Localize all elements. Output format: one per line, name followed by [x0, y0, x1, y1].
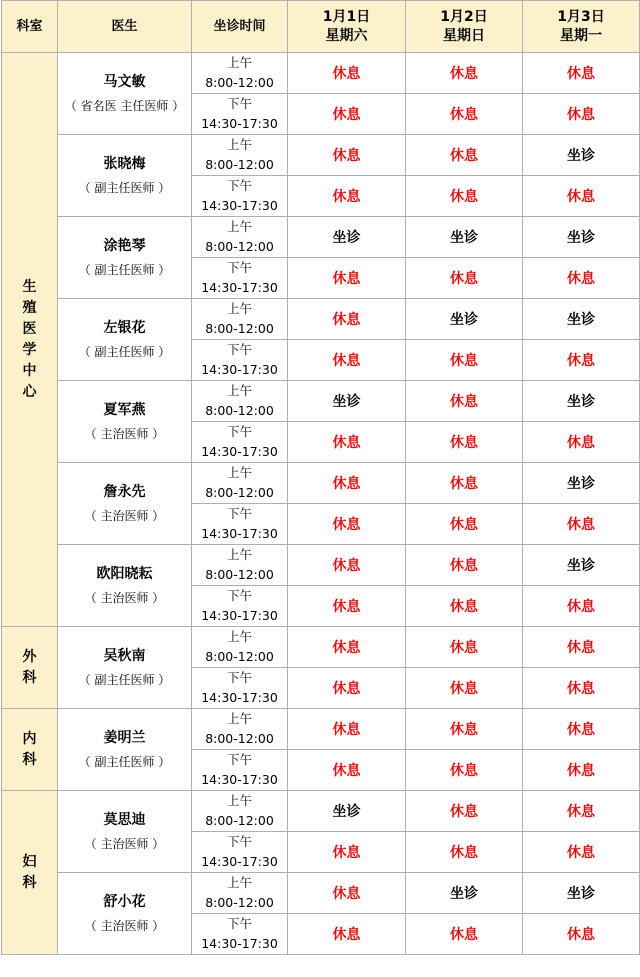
doctor-cell	[58, 627, 192, 709]
status-rest: 休息	[406, 135, 523, 176]
schedule-row	[2, 873, 640, 914]
department-name: 外科	[22, 648, 37, 686]
afternoon-slot	[192, 914, 288, 955]
afternoon-slot	[192, 258, 288, 299]
slot-label: 上午	[226, 219, 252, 234]
status-rest: 休息	[406, 668, 523, 709]
doctor-cell	[58, 545, 192, 627]
slot-label: 上午	[226, 875, 252, 890]
slot-time: 14:30-17:30	[201, 116, 278, 131]
slot-time: 8:00-12:00	[205, 813, 274, 828]
slot-time: 14:30-17:30	[201, 690, 278, 705]
afternoon-slot	[192, 504, 288, 545]
status-rest: 休息	[523, 750, 640, 791]
doctor-title: （ 主治医师 ）	[84, 836, 165, 851]
status-rest: 休息	[523, 668, 640, 709]
morning-slot	[192, 709, 288, 750]
doctor-title: （ 副主任医师 ）	[78, 344, 171, 359]
status-rest: 休息	[288, 504, 406, 545]
doctor-title: （ 副主任医师 ）	[78, 262, 171, 277]
morning-slot	[192, 135, 288, 176]
status-rest: 休息	[406, 914, 523, 955]
status-rest: 休息	[523, 627, 640, 668]
doctor-name: 姜明兰	[103, 729, 146, 746]
status-rest: 休息	[406, 750, 523, 791]
status-on-duty: 坐诊	[523, 381, 640, 422]
slot-label: 上午	[226, 793, 252, 808]
status-rest: 休息	[288, 299, 406, 340]
afternoon-slot	[192, 750, 288, 791]
status-rest: 休息	[406, 627, 523, 668]
slot-label: 下午	[226, 96, 252, 111]
doctor-title: （ 省名医 主任医师 ）	[64, 98, 185, 113]
slot-label: 下午	[226, 588, 252, 603]
schedule-row	[2, 463, 640, 504]
date-label: 1月2日	[440, 8, 488, 25]
morning-slot	[192, 53, 288, 94]
status-rest: 休息	[406, 545, 523, 586]
schedule-row	[2, 381, 640, 422]
slot-time: 8:00-12:00	[205, 157, 274, 172]
status-rest: 休息	[523, 176, 640, 217]
status-rest: 休息	[523, 914, 640, 955]
status-on-duty: 坐诊	[523, 217, 640, 258]
slot-label: 下午	[226, 178, 252, 193]
afternoon-slot	[192, 176, 288, 217]
status-on-duty: 坐诊	[523, 873, 640, 914]
slot-label: 下午	[226, 670, 252, 685]
schedule-table	[1, 0, 640, 955]
schedule-row	[2, 299, 640, 340]
status-rest: 休息	[523, 422, 640, 463]
slot-time: 14:30-17:30	[201, 772, 278, 787]
doctor-cell	[58, 791, 192, 873]
doctor-title: （ 主治医师 ）	[84, 508, 165, 523]
status-rest: 休息	[288, 873, 406, 914]
slot-label: 下午	[226, 916, 252, 931]
status-rest: 休息	[523, 258, 640, 299]
morning-slot	[192, 873, 288, 914]
status-rest: 休息	[523, 504, 640, 545]
doctor-name: 詹永先	[103, 483, 146, 500]
weekday-label: 星期日	[443, 27, 485, 44]
doctor-title: （ 主治医师 ）	[84, 590, 165, 605]
status-rest: 休息	[288, 709, 406, 750]
schedule-row	[2, 791, 640, 832]
department-cell	[2, 53, 58, 627]
schedule-row	[2, 627, 640, 668]
slot-time: 14:30-17:30	[201, 198, 278, 213]
morning-slot	[192, 791, 288, 832]
morning-slot	[192, 545, 288, 586]
department-name: 生殖医学中心	[22, 278, 37, 400]
doctor-title: （ 副主任医师 ）	[78, 754, 171, 769]
status-rest: 休息	[406, 176, 523, 217]
afternoon-slot	[192, 586, 288, 627]
slot-time: 14:30-17:30	[201, 280, 278, 295]
status-rest: 休息	[288, 545, 406, 586]
header-date-1	[288, 1, 406, 53]
slot-label: 上午	[226, 301, 252, 316]
status-rest: 休息	[406, 709, 523, 750]
slot-time: 8:00-12:00	[205, 895, 274, 910]
doctor-name: 涂艳琴	[103, 237, 146, 254]
status-rest: 休息	[406, 463, 523, 504]
slot-time: 14:30-17:30	[201, 608, 278, 623]
status-rest: 休息	[288, 94, 406, 135]
header-row	[2, 1, 640, 53]
slot-label: 下午	[226, 260, 252, 275]
status-rest: 休息	[523, 94, 640, 135]
weekday-label: 星期一	[560, 27, 602, 44]
status-rest: 休息	[406, 504, 523, 545]
header-date-2	[406, 1, 523, 53]
status-rest: 休息	[288, 176, 406, 217]
slot-label: 下午	[226, 752, 252, 767]
status-rest: 休息	[288, 832, 406, 873]
status-rest: 休息	[523, 709, 640, 750]
header-date-3	[523, 1, 640, 53]
schedule-row	[2, 53, 640, 94]
status-rest: 休息	[288, 422, 406, 463]
schedule-row	[2, 217, 640, 258]
status-rest: 休息	[288, 627, 406, 668]
doctor-cell	[58, 873, 192, 955]
slot-label: 上午	[226, 55, 252, 70]
slot-label: 上午	[226, 383, 252, 398]
doctor-title: （ 主治医师 ）	[84, 426, 165, 441]
slot-time: 8:00-12:00	[205, 403, 274, 418]
doctor-name: 夏军燕	[103, 401, 146, 418]
department-name: 内科	[22, 730, 37, 768]
status-on-duty: 坐诊	[406, 217, 523, 258]
status-rest: 休息	[288, 340, 406, 381]
status-rest: 休息	[288, 586, 406, 627]
status-rest: 休息	[288, 463, 406, 504]
slot-time: 8:00-12:00	[205, 649, 274, 664]
status-rest: 休息	[406, 53, 523, 94]
schedule-body	[2, 53, 640, 955]
slot-label: 上午	[226, 137, 252, 152]
weekday-label: 星期六	[325, 27, 368, 44]
status-on-duty: 坐诊	[288, 381, 406, 422]
morning-slot	[192, 627, 288, 668]
slot-time: 14:30-17:30	[201, 526, 278, 541]
department-cell	[2, 627, 58, 709]
status-rest: 休息	[406, 381, 523, 422]
status-rest: 休息	[523, 791, 640, 832]
doctor-name: 马文敏	[103, 73, 146, 90]
status-rest: 休息	[406, 94, 523, 135]
header-time: 坐诊时间	[192, 1, 288, 53]
morning-slot	[192, 217, 288, 258]
status-rest: 休息	[288, 668, 406, 709]
doctor-cell	[58, 463, 192, 545]
morning-slot	[192, 463, 288, 504]
status-rest: 休息	[406, 791, 523, 832]
slot-time: 14:30-17:30	[201, 444, 278, 459]
doctor-cell	[58, 299, 192, 381]
status-on-duty: 坐诊	[288, 791, 406, 832]
status-rest: 休息	[406, 340, 523, 381]
status-rest: 休息	[523, 53, 640, 94]
status-on-duty: 坐诊	[523, 299, 640, 340]
doctor-name: 张晓梅	[103, 155, 146, 172]
doctor-name: 吴秋南	[103, 647, 146, 664]
slot-label: 上午	[226, 465, 252, 480]
doctor-title: （ 副主任医师 ）	[78, 672, 171, 687]
status-on-duty: 坐诊	[406, 299, 523, 340]
status-rest: 休息	[288, 53, 406, 94]
header-doctor: 医生	[58, 1, 192, 53]
doctor-name: 莫思迪	[103, 811, 146, 828]
status-rest: 休息	[406, 422, 523, 463]
morning-slot	[192, 381, 288, 422]
slot-time: 14:30-17:30	[201, 854, 278, 869]
slot-label: 上午	[226, 547, 252, 562]
slot-label: 下午	[226, 342, 252, 357]
slot-label: 下午	[226, 506, 252, 521]
status-rest: 休息	[288, 750, 406, 791]
status-rest: 休息	[523, 832, 640, 873]
status-rest: 休息	[406, 586, 523, 627]
status-on-duty: 坐诊	[406, 873, 523, 914]
doctor-cell	[58, 217, 192, 299]
status-on-duty: 坐诊	[288, 217, 406, 258]
department-cell	[2, 709, 58, 791]
schedule-row	[2, 135, 640, 176]
status-rest: 休息	[523, 586, 640, 627]
status-rest: 休息	[406, 832, 523, 873]
slot-time: 8:00-12:00	[205, 321, 274, 336]
slot-label: 上午	[226, 711, 252, 726]
status-on-duty: 坐诊	[523, 135, 640, 176]
afternoon-slot	[192, 340, 288, 381]
date-label: 1月3日	[557, 8, 605, 25]
status-rest: 休息	[288, 914, 406, 955]
schedule-row	[2, 545, 640, 586]
doctor-cell	[58, 53, 192, 135]
header-dept: 科室	[2, 1, 58, 53]
slot-time: 8:00-12:00	[205, 731, 274, 746]
slot-time: 14:30-17:30	[201, 936, 278, 951]
status-rest: 休息	[288, 135, 406, 176]
afternoon-slot	[192, 94, 288, 135]
department-name: 妇科	[22, 853, 37, 891]
slot-label: 下午	[226, 834, 252, 849]
status-rest: 休息	[288, 258, 406, 299]
doctor-title: （ 副主任医师 ）	[78, 180, 171, 195]
doctor-name: 舒小花	[103, 893, 146, 910]
slot-time: 8:00-12:00	[205, 239, 274, 254]
doctor-name: 左银花	[103, 319, 146, 336]
slot-time: 8:00-12:00	[205, 567, 274, 582]
afternoon-slot	[192, 668, 288, 709]
slot-label: 上午	[226, 629, 252, 644]
morning-slot	[192, 299, 288, 340]
status-on-duty: 坐诊	[523, 545, 640, 586]
department-cell	[2, 791, 58, 955]
slot-time: 14:30-17:30	[201, 362, 278, 377]
doctor-cell	[58, 135, 192, 217]
afternoon-slot	[192, 422, 288, 463]
slot-label: 下午	[226, 424, 252, 439]
status-on-duty: 坐诊	[523, 463, 640, 504]
status-rest: 休息	[523, 340, 640, 381]
slot-time: 8:00-12:00	[205, 485, 274, 500]
doctor-cell	[58, 381, 192, 463]
doctor-title: （ 主治医师 ）	[84, 918, 165, 933]
doctor-cell	[58, 709, 192, 791]
doctor-name: 欧阳晓耘	[96, 565, 153, 582]
date-label: 1月1日	[322, 8, 371, 25]
schedule-row	[2, 709, 640, 750]
afternoon-slot	[192, 832, 288, 873]
status-rest: 休息	[406, 258, 523, 299]
slot-time: 8:00-12:00	[205, 75, 274, 90]
